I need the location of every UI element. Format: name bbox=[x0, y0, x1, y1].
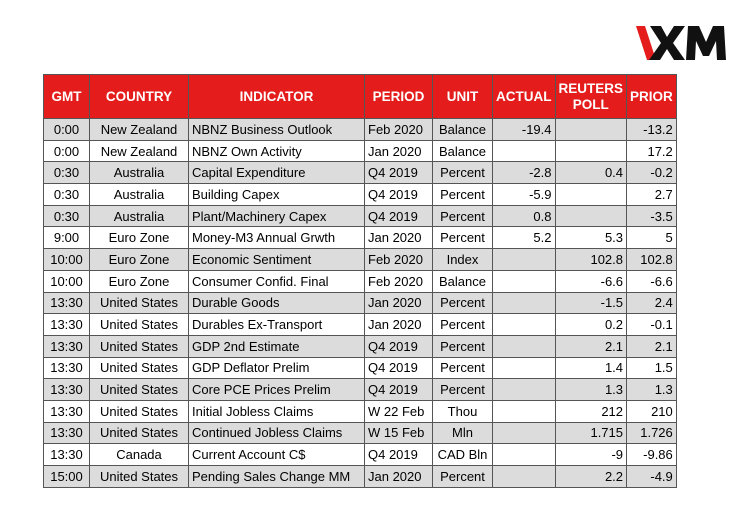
cell-prior: 5 bbox=[627, 227, 677, 249]
cell-period: W 15 Feb bbox=[365, 422, 433, 444]
cell-actual: 5.2 bbox=[493, 227, 556, 249]
cell-country: Euro Zone bbox=[90, 227, 189, 249]
cell-reuters-poll: 212 bbox=[555, 400, 627, 422]
cell-gmt: 13:30 bbox=[44, 444, 90, 466]
cell-period: Jan 2020 bbox=[365, 292, 433, 314]
cell-prior: -6.6 bbox=[627, 270, 677, 292]
cell-prior: -3.5 bbox=[627, 205, 677, 227]
cell-indicator: Initial Jobless Claims bbox=[189, 400, 365, 422]
cell-unit: Percent bbox=[433, 184, 493, 206]
cell-actual bbox=[493, 400, 556, 422]
cell-reuters-poll bbox=[555, 184, 627, 206]
cell-actual bbox=[493, 270, 556, 292]
cell-indicator: Money-M3 Annual Grwth bbox=[189, 227, 365, 249]
cell-country: United States bbox=[90, 400, 189, 422]
cell-gmt: 0:00 bbox=[44, 140, 90, 162]
table-row bbox=[44, 292, 677, 314]
cell-actual: 0.8 bbox=[493, 205, 556, 227]
cell-unit: Balance bbox=[433, 270, 493, 292]
cell-gmt: 10:00 bbox=[44, 249, 90, 271]
cell-period: Q4 2019 bbox=[365, 357, 433, 379]
table-row bbox=[44, 184, 677, 206]
cell-country: United States bbox=[90, 422, 189, 444]
header-row bbox=[44, 75, 677, 119]
cell-period: Feb 2020 bbox=[365, 249, 433, 271]
cell-actual: -2.8 bbox=[493, 162, 556, 184]
cell-actual bbox=[493, 249, 556, 271]
cell-indicator: Building Capex bbox=[189, 184, 365, 206]
table-row bbox=[44, 466, 677, 488]
cell-gmt: 13:30 bbox=[44, 400, 90, 422]
cell-reuters-poll bbox=[555, 205, 627, 227]
header-prior: PRIOR bbox=[627, 75, 677, 119]
cell-gmt: 13:30 bbox=[44, 422, 90, 444]
cell-reuters-poll bbox=[555, 140, 627, 162]
cell-country: Australia bbox=[90, 184, 189, 206]
cell-indicator: Capital Expenditure bbox=[189, 162, 365, 184]
cell-country: Australia bbox=[90, 162, 189, 184]
cell-country: New Zealand bbox=[90, 140, 189, 162]
table-row bbox=[44, 314, 677, 336]
cell-indicator: Durable Goods bbox=[189, 292, 365, 314]
cell-indicator: Continued Jobless Claims bbox=[189, 422, 365, 444]
table-row bbox=[44, 400, 677, 422]
cell-prior: 1.726 bbox=[627, 422, 677, 444]
cell-actual bbox=[493, 466, 556, 488]
cell-indicator: NBNZ Business Outlook bbox=[189, 119, 365, 141]
cell-reuters-poll: 0.2 bbox=[555, 314, 627, 336]
header-period: PERIOD bbox=[365, 75, 433, 119]
cell-period: Q4 2019 bbox=[365, 379, 433, 401]
cell-prior: -0.2 bbox=[627, 162, 677, 184]
header-gmt: GMT bbox=[44, 75, 90, 119]
cell-unit: Percent bbox=[433, 292, 493, 314]
cell-actual bbox=[493, 357, 556, 379]
table-row bbox=[44, 335, 677, 357]
xm-logo-icon bbox=[636, 22, 736, 64]
cell-actual bbox=[493, 314, 556, 336]
cell-indicator: Consumer Confid. Final bbox=[189, 270, 365, 292]
cell-prior: -13.2 bbox=[627, 119, 677, 141]
cell-period: Jan 2020 bbox=[365, 466, 433, 488]
cell-prior: 210 bbox=[627, 400, 677, 422]
cell-unit: Percent bbox=[433, 379, 493, 401]
cell-unit: CAD Bln bbox=[433, 444, 493, 466]
table-row bbox=[44, 379, 677, 401]
cell-country: United States bbox=[90, 314, 189, 336]
cell-reuters-poll: 2.1 bbox=[555, 335, 627, 357]
cell-unit: Thou bbox=[433, 400, 493, 422]
cell-unit: Percent bbox=[433, 314, 493, 336]
cell-unit: Percent bbox=[433, 227, 493, 249]
table-row bbox=[44, 162, 677, 184]
xm-logo bbox=[636, 22, 736, 64]
cell-indicator: Plant/Machinery Capex bbox=[189, 205, 365, 227]
cell-period: Q4 2019 bbox=[365, 162, 433, 184]
cell-country: United States bbox=[90, 335, 189, 357]
cell-country: United States bbox=[90, 466, 189, 488]
table-row bbox=[44, 270, 677, 292]
cell-gmt: 0:30 bbox=[44, 162, 90, 184]
cell-unit: Index bbox=[433, 249, 493, 271]
cell-period: Jan 2020 bbox=[365, 227, 433, 249]
cell-period: Jan 2020 bbox=[365, 140, 433, 162]
cell-reuters-poll: -6.6 bbox=[555, 270, 627, 292]
cell-prior: 102.8 bbox=[627, 249, 677, 271]
cell-unit: Percent bbox=[433, 335, 493, 357]
cell-period: Feb 2020 bbox=[365, 270, 433, 292]
cell-period: W 22 Feb bbox=[365, 400, 433, 422]
economic-calendar-table bbox=[43, 74, 677, 488]
cell-indicator: GDP Deflator Prelim bbox=[189, 357, 365, 379]
cell-country: Euro Zone bbox=[90, 270, 189, 292]
cell-actual bbox=[493, 140, 556, 162]
cell-indicator: Durables Ex-Transport bbox=[189, 314, 365, 336]
cell-reuters-poll: 1.715 bbox=[555, 422, 627, 444]
cell-reuters-poll: 0.4 bbox=[555, 162, 627, 184]
cell-country: United States bbox=[90, 292, 189, 314]
cell-unit: Percent bbox=[433, 357, 493, 379]
header-reuters-line2: POLL bbox=[572, 96, 609, 112]
cell-indicator: Core PCE Prices Prelim bbox=[189, 379, 365, 401]
table-row bbox=[44, 444, 677, 466]
table-row bbox=[44, 119, 677, 141]
cell-prior: 2.1 bbox=[627, 335, 677, 357]
cell-period: Q4 2019 bbox=[365, 184, 433, 206]
cell-actual bbox=[493, 335, 556, 357]
cell-prior: -4.9 bbox=[627, 466, 677, 488]
cell-reuters-poll: -9 bbox=[555, 444, 627, 466]
cell-gmt: 13:30 bbox=[44, 292, 90, 314]
cell-reuters-poll: 1.4 bbox=[555, 357, 627, 379]
header-indicator: INDICATOR bbox=[189, 75, 365, 119]
cell-country: New Zealand bbox=[90, 119, 189, 141]
cell-country: Canada bbox=[90, 444, 189, 466]
cell-unit: Balance bbox=[433, 119, 493, 141]
cell-actual bbox=[493, 379, 556, 401]
cell-indicator: Economic Sentiment bbox=[189, 249, 365, 271]
cell-country: United States bbox=[90, 357, 189, 379]
cell-indicator: Current Account C$ bbox=[189, 444, 365, 466]
cell-gmt: 10:00 bbox=[44, 270, 90, 292]
cell-prior: 1.3 bbox=[627, 379, 677, 401]
cell-period: Q4 2019 bbox=[365, 335, 433, 357]
cell-prior: -0.1 bbox=[627, 314, 677, 336]
table-row bbox=[44, 227, 677, 249]
cell-prior: 2.7 bbox=[627, 184, 677, 206]
cell-gmt: 0:00 bbox=[44, 119, 90, 141]
cell-reuters-poll bbox=[555, 119, 627, 141]
cell-gmt: 13:30 bbox=[44, 379, 90, 401]
cell-prior: 2.4 bbox=[627, 292, 677, 314]
cell-reuters-poll: 1.3 bbox=[555, 379, 627, 401]
cell-unit: Mln bbox=[433, 422, 493, 444]
cell-period: Q4 2019 bbox=[365, 205, 433, 227]
cell-actual: -5.9 bbox=[493, 184, 556, 206]
cell-indicator: Pending Sales Change MM bbox=[189, 466, 365, 488]
table-row bbox=[44, 422, 677, 444]
table-row bbox=[44, 357, 677, 379]
cell-gmt: 15:00 bbox=[44, 466, 90, 488]
cell-country: Australia bbox=[90, 205, 189, 227]
cell-actual bbox=[493, 444, 556, 466]
cell-gmt: 0:30 bbox=[44, 184, 90, 206]
cell-reuters-poll: -1.5 bbox=[555, 292, 627, 314]
cell-country: Euro Zone bbox=[90, 249, 189, 271]
cell-reuters-poll: 2.2 bbox=[555, 466, 627, 488]
cell-gmt: 13:30 bbox=[44, 357, 90, 379]
header-reuters-poll bbox=[555, 75, 627, 119]
table-row bbox=[44, 140, 677, 162]
cell-prior: -9.86 bbox=[627, 444, 677, 466]
cell-unit: Percent bbox=[433, 162, 493, 184]
cell-period: Jan 2020 bbox=[365, 314, 433, 336]
cell-prior: 17.2 bbox=[627, 140, 677, 162]
cell-prior: 1.5 bbox=[627, 357, 677, 379]
cell-country: United States bbox=[90, 379, 189, 401]
header-unit: UNIT bbox=[433, 75, 493, 119]
cell-indicator: GDP 2nd Estimate bbox=[189, 335, 365, 357]
cell-period: Q4 2019 bbox=[365, 444, 433, 466]
cell-actual: -19.4 bbox=[493, 119, 556, 141]
cell-actual bbox=[493, 292, 556, 314]
cell-reuters-poll: 102.8 bbox=[555, 249, 627, 271]
cell-period: Feb 2020 bbox=[365, 119, 433, 141]
cell-unit: Percent bbox=[433, 466, 493, 488]
header-actual: ACTUAL bbox=[493, 75, 556, 119]
cell-actual bbox=[493, 422, 556, 444]
table-row bbox=[44, 249, 677, 271]
cell-gmt: 13:30 bbox=[44, 335, 90, 357]
table-row bbox=[44, 205, 677, 227]
cell-gmt: 13:30 bbox=[44, 314, 90, 336]
cell-gmt: 9:00 bbox=[44, 227, 90, 249]
cell-gmt: 0:30 bbox=[44, 205, 90, 227]
cell-unit: Balance bbox=[433, 140, 493, 162]
cell-reuters-poll: 5.3 bbox=[555, 227, 627, 249]
header-reuters-line1: REUTERS bbox=[558, 80, 624, 96]
cell-indicator: NBNZ Own Activity bbox=[189, 140, 365, 162]
header-country: COUNTRY bbox=[90, 75, 189, 119]
cell-unit: Percent bbox=[433, 205, 493, 227]
